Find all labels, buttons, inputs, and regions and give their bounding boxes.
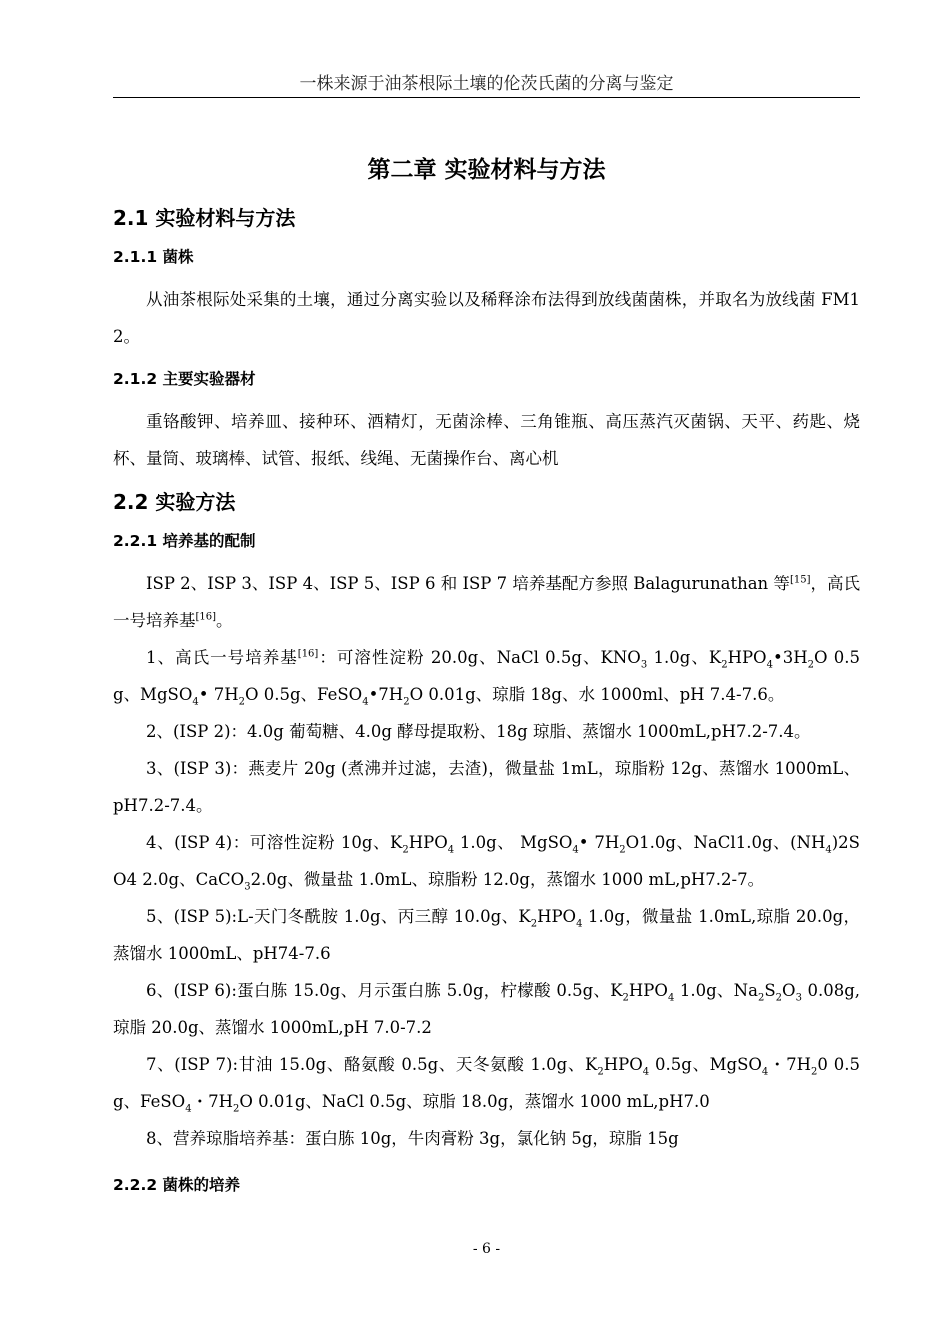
list-item-medium-6: 6、(ISP 6):蛋白胨 15.0g、月示蛋白胨 5.0g，柠檬酸 0.5g、$K_2HPO_4$ 1.0g、$Na_2S_2O_3$ 0.08g,琼脂 20.0g、蒸馏水 1000mL,pH 7.0-7.2: [113, 981, 860, 1037]
citation-15: [15]: [789, 574, 811, 586]
paragraph-equipment: 重铬酸钾、培养皿、接种环、酒精灯，无菌涂棒、三角锥瓶、高压蒸汽灭菌锅、天平、药匙、烧杯、量筒、玻璃棒、试管、报纸、线绳、无菌操作台、离心机: [113, 412, 860, 468]
list-item-medium-7: 7、(ISP 7):甘油 15.0g、酪氨酸 0.5g、天冬氨酸 1.0g、$K_2HPO_4$ 0.5g、MgSO$_4$・$7H_20$ 0.5g、FeSO$_4$・$7H_2O$ 0.01g、NaCl 0.5g、琼脂 18.0g，蒸馏水 1000 mL,pH7.0: [113, 1055, 860, 1115]
citation-16: [16]: [195, 611, 217, 623]
list-item-medium-2: 2、(ISP 2)：4.0g 葡萄糖、4.0g 酵母提取粉、18g 琼脂、蒸馏水 1000mL,pH7.2-7.4。: [146, 722, 811, 741]
list-item-medium-3: 3、(ISP 3)：燕麦片 20g (煮沸并过滤，去渣)，微量盐 1mL，琼脂粉 12g、蒸馏水 1000mL、pH7.2-7.4。: [113, 759, 860, 815]
running-header: 一株来源于油茶根际土壤的伦茨氏菌的分离与鉴定: [299, 74, 674, 94]
citation-16: [16]: [297, 648, 319, 660]
paragraph-strain: 从油茶根际处采集的土壤，通过分离实验以及稀释涂布法得到放线菌菌株，并取名为放线菌 FM12。: [113, 290, 860, 346]
subsection-heading-2-1-2: 2.1.2 主要实验器材: [113, 370, 256, 388]
subsection-heading-2-2-2: 2.2.2 菌株的培养: [113, 1176, 241, 1194]
list-item-medium-8: 8、营养琼脂培养基：蛋白胨 10g，牛肉膏粉 3g，氯化钠 5g，琼脂 15g: [146, 1129, 679, 1148]
header-rule: [113, 97, 860, 98]
paragraph-medium-intro: ISP 2、ISP 3、ISP 4、ISP 5、ISP 6 和 ISP 7 培养基配方参照 Balagurunathan 等[15]，高氏一号培养基[16]。: [113, 574, 861, 630]
chapter-title: 第二章 实验材料与方法: [367, 157, 606, 183]
page-number: - 6 -: [472, 1241, 501, 1257]
subsection-heading-2-2-1: 2.2.1 培养基的配制: [113, 532, 256, 550]
section-heading-2-2: 2.2 实验方法: [113, 490, 236, 514]
list-item-medium-1: 1、高氏一号培养基[16]：可溶性淀粉 20.0g、NaCl 0.5g、$KNO_3$ 1.0g、$K_2HPO_4•3H_2O$ 0.5g、MgSO$_4$• $7H_2O$ 0.5g、$FeSO_4•7H_2O$ 0.01g、琼脂 18g、水 1000ml、pH 7.4-7.6。: [113, 648, 861, 708]
section-heading-2-1: 2.1 实验材料与方法: [113, 206, 296, 230]
subsection-heading-2-1-1: 2.1.1 菌株: [113, 248, 194, 266]
list-item-medium-4: 4、(ISP 4)：可溶性淀粉 10g、$K_2HPO_4$ 1.0g、 MgSO$_4$• $7H_2O1.0g$、NaCl1.0g、$(NH_4)2SO4$ 2.0g、CaCO$_3$2.0g、微量盐 1.0mL、琼脂粉 12.0g，蒸馏水 1000 mL,pH7.2-7。: [113, 833, 860, 893]
list-item-medium-5: 5、(ISP 5):L-天门冬酰胺 1.0g、丙三醇 10.0g、$K_2HPO_4$ 1.0g，微量盐 1.0mL,琼脂 20.0g，蒸馏水 1000mL、pH74-7.6: [113, 907, 860, 963]
